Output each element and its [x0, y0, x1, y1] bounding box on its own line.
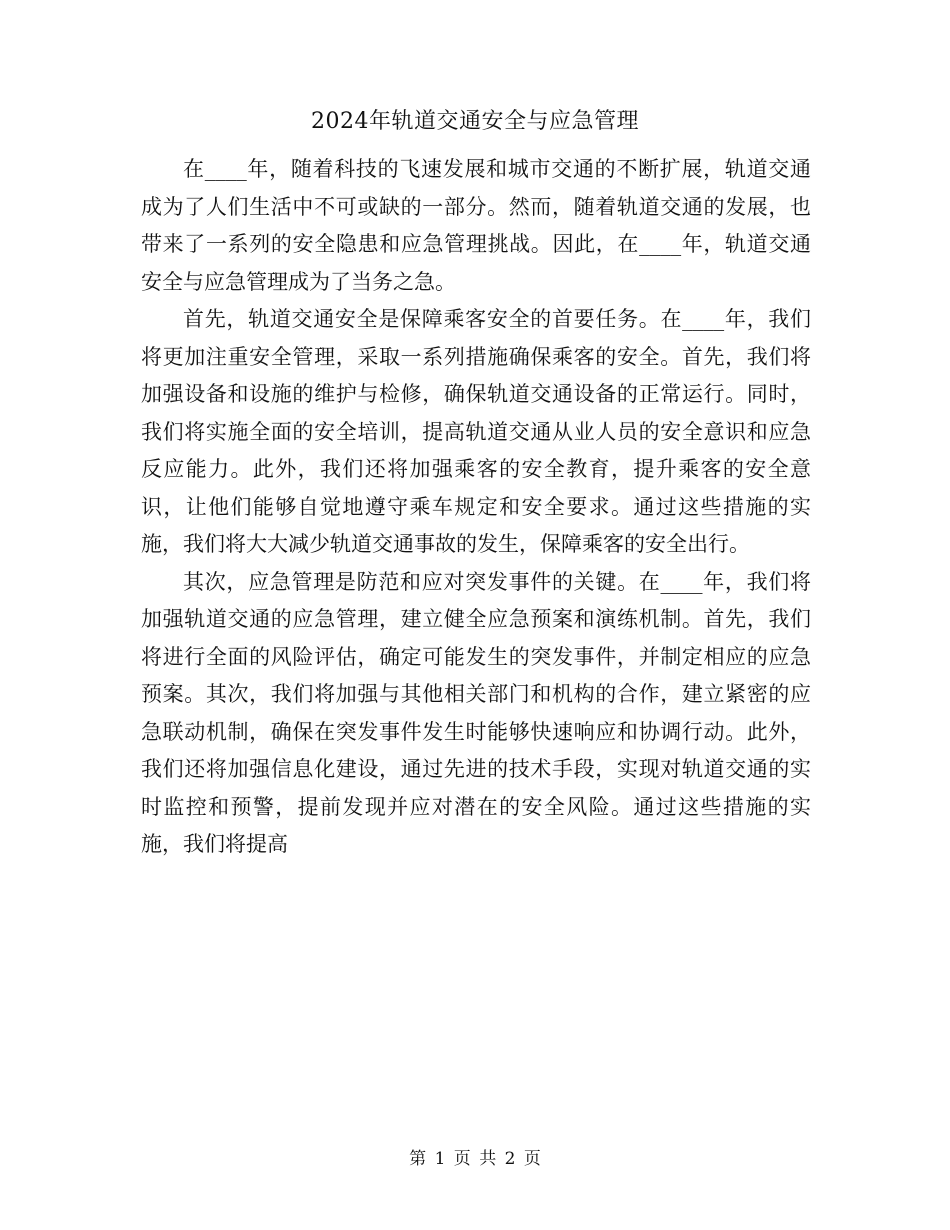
paragraph-1: 在____年，随着科技的飞速发展和城市交通的不断扩展，轨道交通成为了人们生活中不可或缺的一部分。然而，随着轨道交通的发展，也带来了一系列的安全隐患和应急管理挑战。因此，在____年，轨道交通安全与应急管理成为了当务之急。: [141, 157, 811, 294]
page-number-footer: 第 1 页 共 2 页: [409, 1149, 541, 1169]
document-title: 2024年轨道交通安全与应急管理: [311, 109, 639, 134]
paragraph-2: 首先，轨道交通安全是保障乘客安全的首要任务。在____年，我们将更加注重安全管理，采取一系列措施确保乘客的安全。首先，我们将加强设备和设施的维护与检修，确保轨道交通设备的正常运行。同时，我们将实施全面的安全培训，提高轨道交通从业人员的安全意识和应急反应能力。此外，我们还将加强乘客的安全教育，提升乘客的安全意识，让他们能够自觉地遵守乘车规定和安全要求。通过这些措施的实施，我们将大大减少轨道交通事故的发生，保障乘客的安全出行。: [141, 307, 811, 556]
paragraph-3: 其次，应急管理是防范和应对突发事件的关键。在____年，我们将加强轨道交通的应急管理，建立健全应急预案和演练机制。首先，我们将进行全面的风险评估，确定可能发生的突发事件，并制定相应的应急预案。其次，我们将加强与其他相关部门和机构的合作，建立紧密的应急联动机制，确保在突发事件发生时能够快速响应和协调行动。此外，我们还将加强信息化建设，通过先进的技术手段，实现对轨道交通的实时监控和预警，提前发现并应对潜在的安全风险。通过这些措施的实施，我们将提高: [141, 569, 811, 856]
document-body: [141, 151, 811, 864]
